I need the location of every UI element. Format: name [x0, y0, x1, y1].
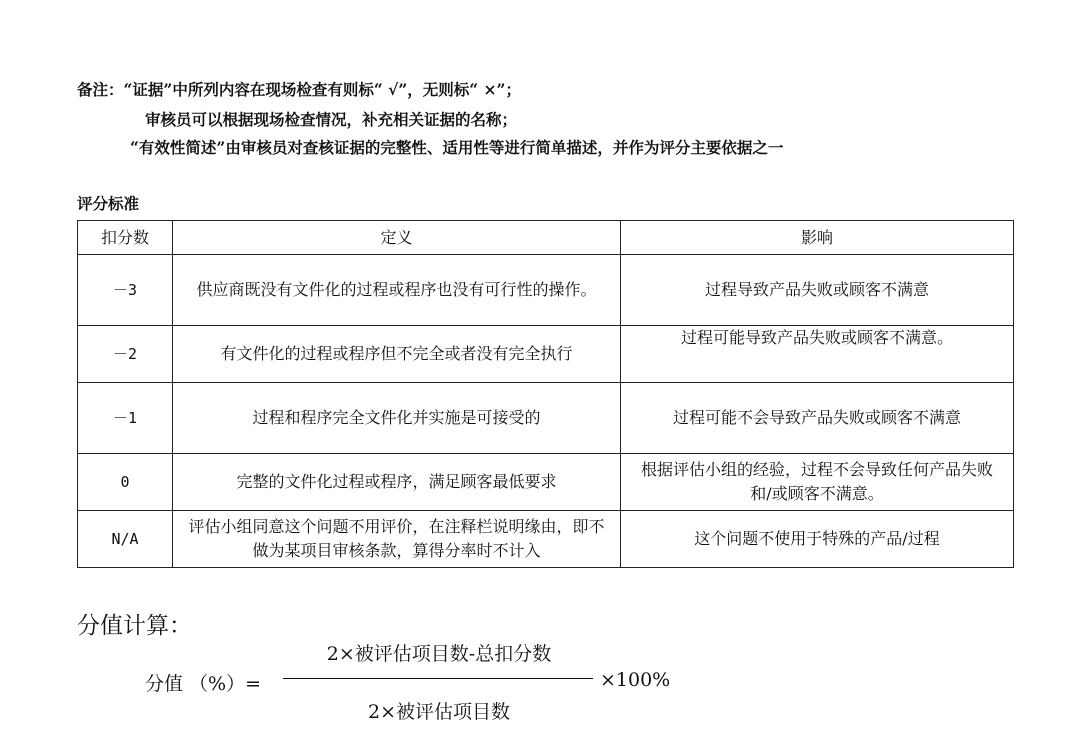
header-score: 扣分数 — [78, 221, 173, 255]
header-impact: 影响 — [621, 221, 1014, 255]
row-score: 0 — [78, 454, 173, 511]
scoring-table-title: 评分标准 — [77, 194, 140, 213]
row-definition: 有文件化的过程或程序但不完全或者没有完全执行 — [173, 326, 621, 383]
remark-line-1: 备注：“证据”中所列内容在现场检查有则标“ √”，无则标“ ×”； — [77, 80, 521, 99]
row-score: N/A — [78, 511, 173, 568]
row-definition: 供应商既没有文件化的过程或程序也没有可行性的操作。 — [173, 255, 621, 326]
header-definition: 定义 — [173, 221, 621, 255]
row-definition: 过程和程序完全文件化并实施是可接受的 — [173, 383, 621, 454]
calculation-title: 分值计算： — [77, 613, 192, 639]
row-score: －1 — [78, 383, 173, 454]
table-row — [78, 383, 1014, 454]
row-score: －3 — [78, 255, 173, 326]
remark-line-3: “有效性简述”由审核员对查核证据的完整性、适用性等进行简单描述，并作为评分主要依据之一 — [130, 138, 784, 157]
formula-multiplier: ×100% — [600, 669, 671, 691]
table-row — [78, 326, 1014, 383]
fraction-bar — [283, 678, 593, 679]
row-impact: 根据评估小组的经验，过程不会导致任何产品失败和/或顾客不满意。 — [621, 454, 1014, 511]
row-definition: 完整的文件化过程或程序，满足顾客最低要求 — [173, 454, 621, 511]
scoring-table — [77, 220, 1014, 568]
formula-numerator: 2×被评估项目数-总扣分数 — [326, 643, 552, 665]
table-row — [78, 454, 1014, 511]
formula-lhs: 分值 （%）= — [145, 673, 262, 695]
row-impact: 过程可能不会导致产品失败或顾客不满意 — [621, 383, 1014, 454]
remark-line-2: 审核员可以根据现场检查情况，补充相关证据的名称； — [145, 110, 518, 129]
formula-denominator: 2×被评估项目数 — [367, 701, 510, 723]
row-impact: 过程可能导致产品失败或顾客不满意。 — [621, 326, 1014, 383]
row-impact: 这个问题不使用于特殊的产品/过程 — [621, 511, 1014, 568]
row-definition: 评估小组同意这个问题不用评价，在注释栏说明缘由，即不做为某项目审核条款，算得分率时不计入 — [173, 511, 621, 568]
row-score: －2 — [78, 326, 173, 383]
table-row — [78, 255, 1014, 326]
row-impact: 过程导致产品失败或顾客不满意 — [621, 255, 1014, 326]
table-header-row — [78, 221, 1014, 255]
table-row — [78, 511, 1014, 568]
